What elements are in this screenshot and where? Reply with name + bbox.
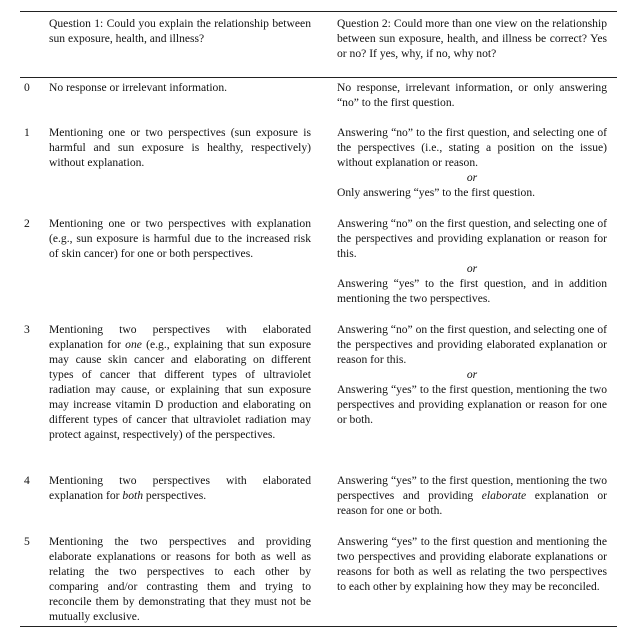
score-1: 1	[24, 126, 30, 139]
header-rule	[20, 77, 617, 78]
score-2: 2	[24, 217, 30, 230]
or-separator: or	[466, 171, 478, 184]
row-2-question-1: Mentioning one or two perspectives with explanation (e.g., sun exposure is harmful due to the increased risk of skin cancer) for one or both perspectives.	[49, 217, 311, 260]
row-3-question-1: Mentioning two perspectives with elaborated explanation for one (e.g., explaining that sun exposure may cause skin cancer and elaborating on different types of cancer that different types of ultraviolet radiation may cause, or explaining that sun exposure may increase vitamin D production and elaborating on different types of cancer that ultraviolet radiation may protect against, respectively) of the perspectives.	[49, 323, 311, 441]
row-0-question-2: No response, irrelevant information, or only answering “no” to the first question.	[337, 81, 607, 109]
score-3: 3	[24, 323, 30, 336]
row-3-question-2: Answering “no” on the first question, and selecting one of the perspectives and providing elaborated explanation or reason for this. or Answering “yes” to the first question, mentioning the two perspectives and providing explanation or reason for one or both.	[337, 323, 607, 426]
score-5: 5	[24, 535, 30, 548]
or-separator: or	[466, 368, 478, 381]
score-4: 4	[24, 474, 30, 487]
header-question-1: Question 1: Could you explain the relationship between sun exposure, health, and illness?	[49, 17, 311, 45]
top-rule	[20, 11, 617, 12]
score-0: 0	[24, 81, 30, 94]
row-5-question-2: Answering “yes” to the first question and mentioning the two perspectives and providing elaborate explanations or reasons for both as well as relating the two perspectives to each other by explaining how they may be reconciled.	[337, 535, 607, 593]
row-2-question-2: Answering “no” on the first question, and selecting one of the perspectives and providing explanation or reason for this. or Answering “yes” to the first question, and in addition mentioning the two perspectives.	[337, 217, 607, 305]
header-question-2: Question 2: Could more than one view on the relationship between sun exposure, health, and illness be correct? Yes or no? If yes, why, if no, why not?	[337, 17, 607, 60]
row-5-question-1: Mentioning the two perspectives and providing elaborate explanations or reasons for both as well as relating the two perspectives to each other by comparing and/or contrasting them and trying to reconcile them by demonstrating that they must not be mutually exclusive.	[49, 535, 311, 623]
row-0-question-1: No response or irrelevant information.	[49, 81, 228, 94]
row-4-question-2: Answering “yes” to the first question, mentioning the two perspectives and providing elaborate explanation or reason for one or both.	[337, 474, 607, 517]
row-1-question-1: Mentioning one or two perspectives (sun exposure is harmful and sun exposure is healthy, respectively) without explanation.	[49, 126, 311, 169]
row-1-question-2: Answering “no” to the first question, and selecting one of the perspectives (i.e., stating a position on the issue) without explanation or reason. or Only answering “yes” to the first question.	[337, 126, 607, 199]
or-separator: or	[466, 262, 478, 275]
row-4-question-1: Mentioning two perspectives with elaborated explanation for both perspectives.	[49, 474, 311, 502]
bottom-rule	[20, 626, 617, 627]
